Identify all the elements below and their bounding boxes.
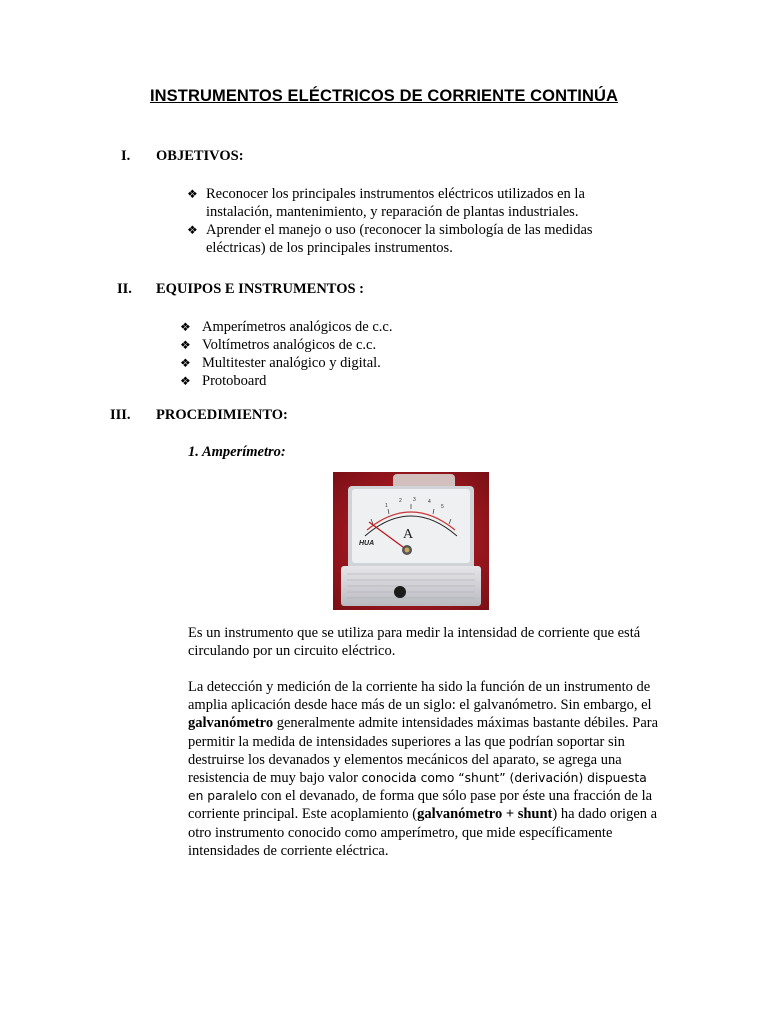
- scale-label-3: 3: [413, 497, 416, 503]
- list-item: [187, 221, 627, 257]
- section-number-1: I.: [121, 148, 131, 164]
- scale-label-4: 4: [428, 499, 431, 505]
- list-item: [180, 372, 600, 390]
- paragraph-definition: Es un instrumento que se utiliza para medir la intensidad de corriente que está circulando por un circuito eléctrico.: [188, 625, 641, 660]
- ammeter-photo: [333, 472, 489, 610]
- section-title-objetivos: OBJETIVOS:: [156, 148, 244, 164]
- text-run: con el devanado, de forma que sólo pase por éste una fracción de la corriente principal. Este acoplamiento (: [188, 788, 653, 823]
- scale-label-1: 1: [385, 503, 388, 509]
- diamond-bullet-icon: ❖: [180, 338, 191, 352]
- scale-label-2: 2: [399, 498, 402, 504]
- equipo-text: Voltímetros analógicos de c.c.: [202, 337, 377, 353]
- bold-term-galvanometro-shunt: galvanómetro + shunt: [417, 806, 553, 823]
- list-item: [187, 185, 627, 221]
- equipo-text: Protoboard: [202, 373, 267, 389]
- equipo-text: Amperímetros analógicos de c.c.: [202, 319, 393, 335]
- equipos-list: [180, 318, 600, 390]
- section-title-equipos: EQUIPOS E INSTRUMENTOS :: [156, 281, 365, 297]
- scale-label-5: 5: [441, 504, 444, 510]
- meter-unit-letter: A: [403, 527, 414, 542]
- text-run: ) ha dado origen a otro instrumento conocido como amperímetro, que mide específicamente intensidades de corriente eléctrica.: [188, 806, 658, 859]
- shunt-phrase: conocida como “shunt” (derivación) dispuesta en paralelo: [188, 771, 647, 804]
- meter-brand: HUA: [359, 540, 375, 547]
- diamond-bullet-icon: ❖: [180, 374, 191, 388]
- bold-term-galvanometro: galvanómetro: [188, 715, 274, 732]
- equipo-text: Multitester analógico y digital.: [202, 355, 381, 371]
- diamond-bullet-icon: ❖: [187, 187, 198, 201]
- text-run: La detección y medición de la corriente ha sido la función de un instrumento de amplia aplicación desde hace más de un siglo: el galvanómetro. Sin embargo, el: [188, 679, 652, 714]
- zero-adjust-screw: [394, 586, 406, 598]
- text-run: generalmente admite intensidades máximas bastante débiles. Para permitir la medida de intensidades superiores a las que podrían soportar sin destruirse los devanados y elementos mecánicos del aparato, se agrega una resistencia de muy bajo valor: [188, 715, 659, 787]
- objetivo-text: Aprender el manejo o uso (reconocer la simbología de las medidas eléctricas) de los principales instrumentos.: [206, 222, 593, 256]
- section-number-2: II.: [117, 281, 132, 297]
- subheading-amperimetro: 1. Amperímetro:: [188, 444, 286, 460]
- diamond-bullet-icon: ❖: [180, 320, 191, 334]
- list-item: [180, 354, 600, 372]
- section-title-procedimiento: PROCEDIMIENTO:: [156, 407, 288, 423]
- section-number-3: III.: [110, 407, 131, 423]
- diamond-bullet-icon: ❖: [180, 356, 191, 370]
- diamond-bullet-icon: ❖: [187, 223, 198, 237]
- list-item: [180, 318, 600, 336]
- objetivo-text: Reconocer los principales instrumentos eléctricos utilizados en la instalación, mantenimiento, y reparación de plantas industriales.: [206, 186, 585, 220]
- list-item: [180, 336, 600, 354]
- objetivos-list: [187, 185, 627, 257]
- paragraph-galvanometro: [188, 678, 663, 860]
- document-title: INSTRUMENTOS ELÉCTRICOS DE CORRIENTE CONTINÚA: [149, 87, 619, 105]
